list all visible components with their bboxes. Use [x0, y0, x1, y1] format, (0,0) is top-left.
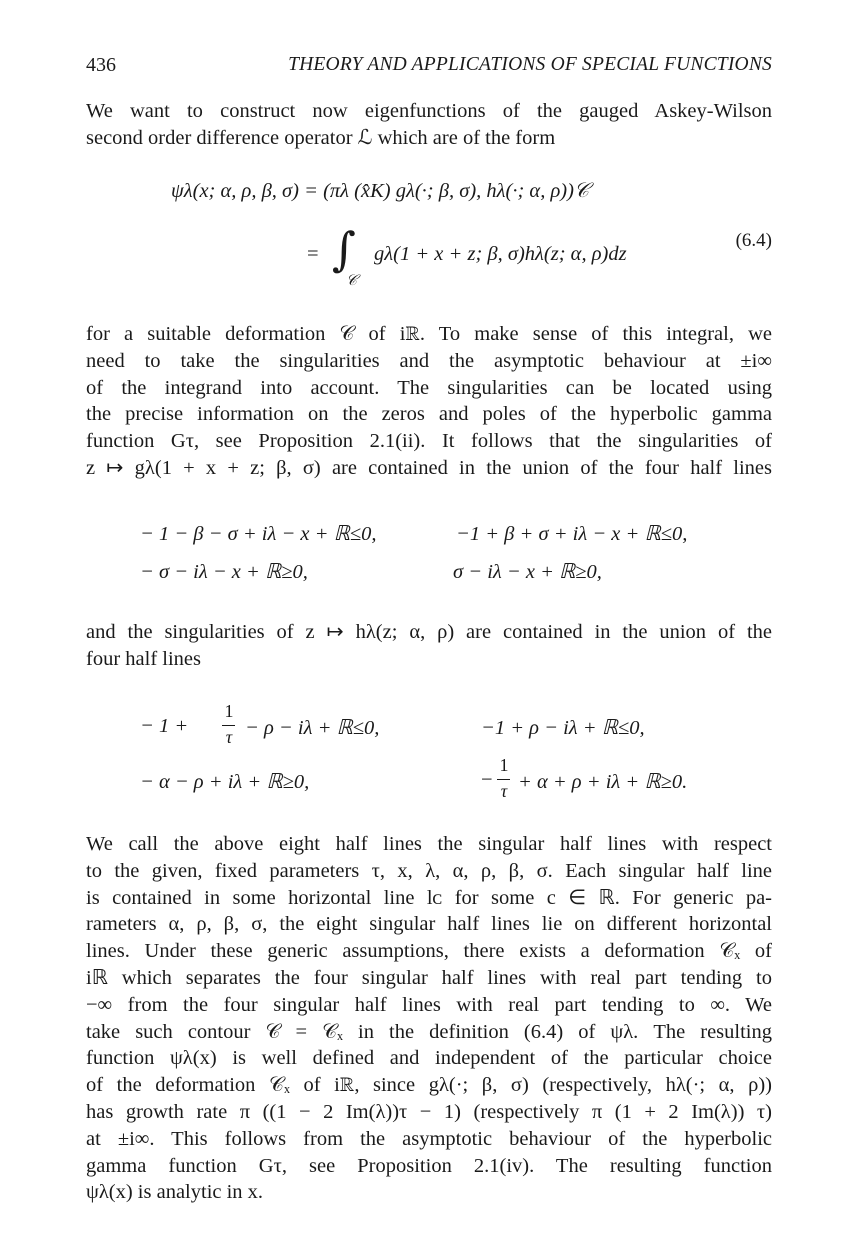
intro-paragraph — [86, 98, 772, 152]
half-line-h-2: −1 + ρ − iλ + ℝ≤0, — [481, 717, 645, 739]
text-line: and the singularities of z ↦ hλ(z; α, ρ) are contained in the union of the — [86, 621, 772, 643]
text-line: function ψλ(x) is well defined and independent of the particular choice — [86, 1047, 772, 1070]
page-header — [86, 54, 772, 80]
paragraph-4 — [86, 831, 772, 1206]
text-line: rameters α, ρ, β, σ, the eight singular half lines lie on different horizontal — [86, 913, 772, 936]
text-line: lines. Under these generic assumptions, there exists a deformation 𝒞ₓ of — [86, 940, 772, 963]
half-line-h-4-prefix: − — [481, 769, 493, 791]
half-line-h-1-suffix: − ρ − iλ + ℝ≤0, — [245, 717, 380, 739]
text-line: second order difference operator ℒ which are of the form — [86, 126, 556, 149]
equation-line-2-integrand: gλ(1 + x + z; β, σ)hλ(z; α, ρ)dz — [374, 243, 627, 265]
text-line: is contained in some horizontal line lᴄ for some c ∈ ℝ. For generic pa- — [86, 886, 772, 909]
text-line: gamma function Gτ, see Proposition 2.1(iv). The resulting function — [86, 1154, 772, 1177]
fraction-numerator: 1 — [499, 755, 509, 775]
running-title: THEORY AND APPLICATIONS OF SPECIAL FUNCTIONS — [288, 54, 772, 75]
equation-label: (6.4) — [735, 230, 772, 251]
text-line: to the given, fixed parameters τ, x, λ, α, ρ, β, σ. Each singular half line — [86, 859, 772, 882]
text-line: the precise information on the zeros and poles of the hyperbolic gamma — [86, 403, 772, 426]
fraction-denominator: τ — [500, 781, 508, 801]
text-line: of the integrand into account. The singularities can be located using — [86, 376, 772, 399]
half-line-g-4: σ − iλ − x + ℝ≥0, — [453, 561, 602, 583]
half-line-h-1-prefix: − 1 + — [140, 715, 189, 737]
text-line: iℝ which separates the four singular half lines with real part tending to — [86, 966, 772, 989]
half-line-g-3: − σ − iλ − x + ℝ≥0, — [140, 561, 308, 583]
text-line: −∞ from the four singular half lines with real part tending to ∞. We — [86, 993, 772, 1016]
fraction-denominator: τ — [225, 727, 233, 747]
paragraph-2 — [86, 321, 772, 482]
text-line: for a suitable deformation 𝒞 of iℝ. To make sense of this integral, we — [86, 323, 772, 345]
text-line: ψλ(x) is analytic in x. — [86, 1181, 264, 1204]
fraction-bar — [222, 725, 235, 726]
text-line: function Gτ, see Proposition 2.1(ii). It follows that the singularities of — [86, 430, 772, 453]
text-line: take such contour 𝒞 = 𝒞ₓ in the definition (6.4) of ψλ. The resulting — [86, 1020, 772, 1043]
text-line: We want to construct now eigenfunctions of the gauged Askey-Wilson — [86, 100, 772, 122]
text-line: at ±i∞. This follows from the asymptotic behaviour of the hyperbolic — [86, 1127, 772, 1150]
integral-domain: 𝒞 — [346, 273, 357, 289]
paragraph-3 — [86, 619, 772, 673]
text-line: z ↦ gλ(1 + x + z; β, σ) are contained in the union of the four half lines — [86, 456, 772, 479]
text-line: We call the above eight half lines the singular half lines with respect — [86, 833, 772, 855]
fraction-numerator: 1 — [224, 701, 234, 721]
half-line-h-4-suffix: + α + ρ + iλ + ℝ≥0. — [518, 771, 688, 793]
half-line-g-1: − 1 − β − σ + iλ − x + ℝ≤0, — [140, 523, 377, 545]
text-line: has growth rate π ((1 − 2 Im(λ))τ − 1) (respectively π (1 + 2 Im(λ)) τ) — [86, 1100, 772, 1123]
text-line: of the deformation 𝒞ₓ of iℝ, since gλ(·; β, σ) (respectively, hλ(·; α, ρ)) — [86, 1074, 772, 1097]
equation-line-1: ψλ(x; α, ρ, β, σ) = (πλ (x̂K) gλ(·; β, σ), hλ(·; α, ρ))𝒞 — [171, 180, 589, 202]
text-line: four half lines — [86, 647, 201, 670]
fraction-bar — [497, 779, 510, 780]
half-line-g-2: −1 + β + σ + iλ − x + ℝ≤0, — [456, 523, 688, 545]
half-line-h-3: − α − ρ + iλ + ℝ≥0, — [140, 771, 310, 793]
text-line: need to take the singularities and the asymptotic behaviour at ±i∞ — [86, 349, 772, 372]
equation-equals: = — [307, 243, 319, 265]
integral-sign: ∫ — [332, 222, 356, 276]
page-number: 436 — [86, 54, 116, 76]
